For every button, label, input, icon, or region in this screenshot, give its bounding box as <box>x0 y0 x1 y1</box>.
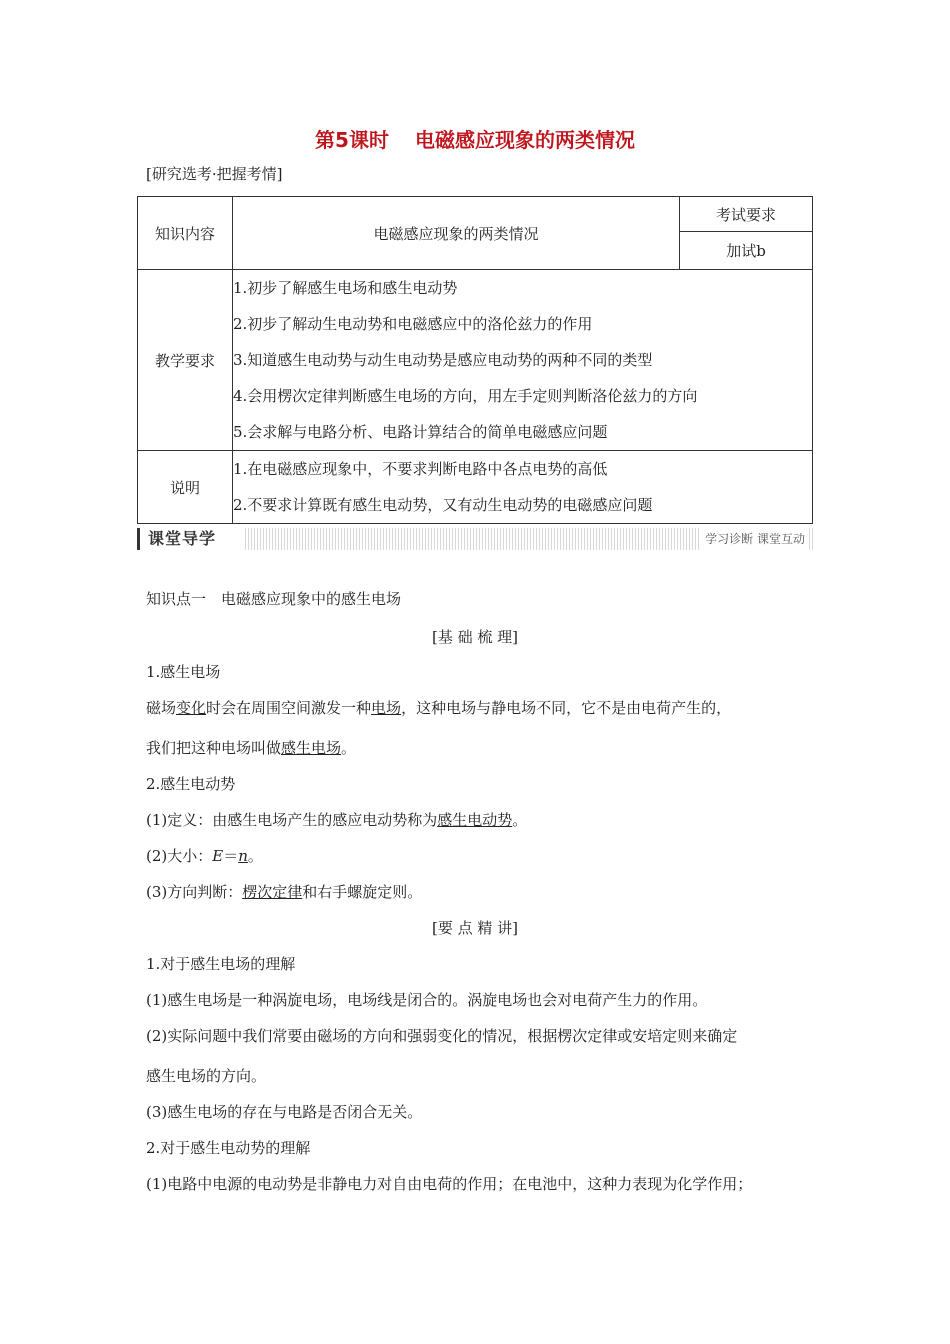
exam-req-label: 考试要求 <box>680 197 813 232</box>
teaching-item: 1.初步了解感生电场和感生电动势 <box>233 279 458 297</box>
exam-req-value: 加试b <box>680 232 813 270</box>
blank-answer: 感生电场 <box>281 739 342 757</box>
s1-paragraph-line2 <box>146 737 356 758</box>
section-subhead: [研究选考·把握考情] <box>146 165 283 183</box>
requirements-table <box>137 196 813 524</box>
title-lesson-number: 第5课时 <box>315 128 389 152</box>
k2-item1: (1)电路中电源的电动势是非静电力对自由电荷的作用；在电池中，这种力表现为化学作用； <box>146 1175 753 1193</box>
knowledge-label: 知识内容 <box>138 197 233 270</box>
notes-label: 说明 <box>138 451 233 524</box>
k1-item1: (1)感生电场是一种涡旋电场，电场线是闭合的。涡旋电场也会对电荷产生力的作用。 <box>146 991 708 1009</box>
knowledge-topic: 电磁感应现象的两类情况 <box>233 197 680 270</box>
notes-items <box>233 451 813 524</box>
text: 磁场 <box>146 699 177 717</box>
page-title <box>0 124 950 153</box>
teaching-item: 2.初步了解动生电动势和电磁感应中的洛伦兹力的作用 <box>233 315 593 333</box>
banner-badge: 课堂导学 <box>137 528 244 550</box>
text: 我们把这种电场叫做 <box>146 739 282 757</box>
blank-answer: 楞次定律 <box>242 883 303 901</box>
blank-answer: 变化 <box>176 699 207 717</box>
text: 。 <box>512 811 528 829</box>
s1-paragraph-line1 <box>146 697 731 718</box>
text: ，这种电场与静电场不同，它不是由电荷产生的， <box>401 699 732 717</box>
teaching-item: 5.会求解与电路分析、电路计算结合的简单电磁感应问题 <box>233 423 608 441</box>
k1-item3: (3)感生电场的存在与电路是否闭合无关。 <box>146 1103 423 1121</box>
s2-magnitude <box>146 845 263 866</box>
k2-title: 2.对于感生电动势的理解 <box>146 1139 311 1157</box>
formula-equals: ＝ <box>223 847 239 865</box>
blank-answer: 电场 <box>371 699 402 717</box>
teaching-label: 教学要求 <box>138 270 233 451</box>
notes-item: 2.不要求计算既有感生电动势，又有动生电动势的电磁感应问题 <box>233 496 653 514</box>
text: 。 <box>341 739 357 757</box>
formula-symbol: E <box>212 847 224 865</box>
key-heading: [要 点 精 讲] <box>431 919 518 937</box>
s1-title: 1.感生电场 <box>146 663 221 681</box>
text: (3)方向判断： <box>146 883 243 901</box>
section-banner <box>137 528 813 550</box>
teaching-items <box>233 270 813 451</box>
teaching-item: 3.知道感生电动势与动生电动势是感应电动势的两种不同的类型 <box>233 351 653 369</box>
blank-answer: 感生电动势 <box>437 811 513 829</box>
text: 和右手螺旋定则。 <box>302 883 423 901</box>
k1-title: 1.对于感生电场的理解 <box>146 955 296 973</box>
text: 时会在周围空间激发一种 <box>206 699 372 717</box>
teaching-item: 4.会用楞次定律判断感生电场的方向，用左手定则判断洛伦兹力的方向 <box>233 387 698 405</box>
banner-tagline: 学习诊断 课堂互动 <box>701 528 809 550</box>
k1-item2-line2: 感生电场的方向。 <box>146 1067 267 1085</box>
text: 。 <box>247 847 263 865</box>
title-topic: 电磁感应现象的两类情况 <box>414 128 635 152</box>
s2-definition <box>146 809 527 830</box>
basic-heading: [基 础 梳 理] <box>431 628 518 646</box>
knowledge-point-heading: 知识点一 电磁感应现象中的感生电场 <box>146 590 402 608</box>
s2-title: 2.感生电动势 <box>146 775 236 793</box>
text: (2)大小： <box>146 847 213 865</box>
blank-answer: n <box>238 847 248 865</box>
s2-direction <box>146 881 422 902</box>
k1-item2-line1: (2)实际问题中我们常要由磁场的方向和强弱变化的情况，根据楞次定律或安培定则来确定 <box>146 1027 738 1045</box>
notes-item: 1.在电磁感应现象中，不要求判断电路中各点电势的高低 <box>233 460 608 478</box>
text: (1)定义：由感生电场产生的感应电动势称为 <box>146 811 438 829</box>
